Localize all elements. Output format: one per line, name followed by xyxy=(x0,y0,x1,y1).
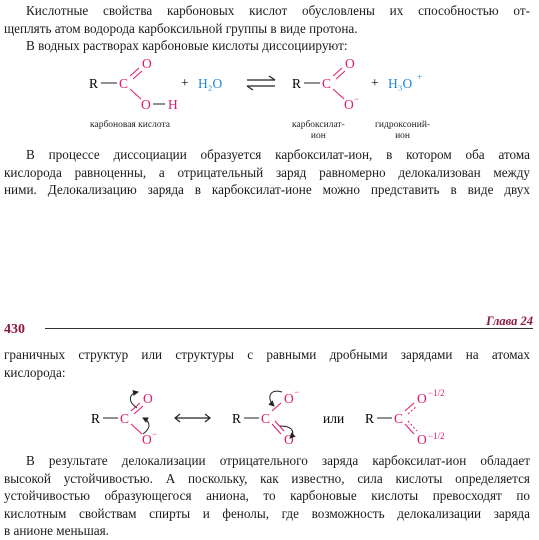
resonance-hybrid xyxy=(365,388,445,447)
continuation-paragraph xyxy=(4,346,530,381)
text-line: кислорода равноценны, а отрицательный заряд равномерно делокализован между xyxy=(4,164,530,180)
o-atom: O xyxy=(142,56,152,71)
r-atom: R xyxy=(91,411,101,426)
caption-line: ион xyxy=(395,131,410,141)
intro-paragraph xyxy=(4,2,530,55)
text-line: В водных растворах карбоновые кислоты диссоциируют: xyxy=(26,38,348,53)
o-atom: O xyxy=(284,432,294,447)
hydronium-formula: H₃O xyxy=(388,76,413,91)
r-atom: R xyxy=(232,411,242,426)
text-line: кислотным свойствам спирты и фенолы, где возможность делокализации заряда xyxy=(4,505,530,521)
caption-line: гидроксоний- xyxy=(375,120,431,130)
c-atom: C xyxy=(394,411,404,426)
half-charge: −1/2 xyxy=(428,431,445,441)
c-atom: C xyxy=(119,76,129,91)
resonance-structures xyxy=(0,382,539,452)
page-number: 430 xyxy=(4,322,25,337)
o-atom: O xyxy=(284,391,294,406)
h-atom: H xyxy=(168,97,178,112)
or-label: или xyxy=(323,411,345,426)
text-line: В процессе диссоциации образуется карбоксилат-ион, в котором оба атома xyxy=(26,147,530,162)
o-atom: O xyxy=(141,97,151,112)
c-atom: C xyxy=(261,411,271,426)
conclusion-paragraph xyxy=(4,452,530,540)
r-atom: R xyxy=(365,411,375,426)
resonance-structure-2 xyxy=(232,387,299,447)
dissociation-paragraph xyxy=(4,146,530,199)
half-charge: −1/2 xyxy=(428,388,445,398)
caption-hydronium xyxy=(375,120,430,142)
resonance-arrow-icon xyxy=(175,414,210,422)
water-formula: H₂O xyxy=(198,76,223,91)
o-atom: O xyxy=(417,432,427,447)
c-atom: C xyxy=(120,411,130,426)
text-line: в анионе меньшая. xyxy=(4,523,109,538)
minus-charge: − xyxy=(354,94,360,104)
text-line: щеплять атом водорода карбоксильной группы в виде протона. xyxy=(4,20,358,36)
minus-charge: − xyxy=(152,429,158,439)
text-line: высокой устойчивостью. А поскольку, как известно, сила кислоты определяется xyxy=(4,470,530,486)
resonance-structure-1 xyxy=(91,391,157,447)
text-line: В результате делокализации отрицательного заряда карбоксилат-ион обладает xyxy=(26,453,530,468)
text-line: устойчивостью образующегося аниона, то карбоновые кислоты превосходят по xyxy=(4,488,530,503)
plus-sign: + xyxy=(181,75,189,90)
text-line: граничных структур или структуры с равными дробными зарядами на атомах xyxy=(4,347,530,362)
o-atom: O xyxy=(417,391,427,406)
equilibrium-arrow-icon xyxy=(247,76,275,90)
r-atom: R xyxy=(292,76,302,91)
caption-carboxylate xyxy=(292,120,345,142)
chapter-title: Глава 24 xyxy=(486,314,533,328)
o-atom: O xyxy=(344,97,354,112)
caption-line: ион xyxy=(310,131,326,141)
dissociation-equation xyxy=(0,56,539,156)
o-atom: O xyxy=(142,432,152,447)
plus-charge: + xyxy=(417,72,423,82)
r-atom: R xyxy=(89,76,99,91)
caption-line: карбоксилат- xyxy=(292,120,345,130)
text-line: Кислотные свойства карбоновых кислот обусловлены их способностью от- xyxy=(26,3,530,18)
text-line: кислорода: xyxy=(4,364,66,380)
text-line: ними. Делокализацию заряда в карбоксилат-ионе можно представить в виде двух xyxy=(4,182,530,197)
header-rule xyxy=(45,328,533,329)
plus-sign: + xyxy=(371,75,379,90)
caption-acid: карбоновая кислота xyxy=(90,120,170,130)
o-atom: O xyxy=(143,391,153,406)
o-atom: O xyxy=(345,56,355,71)
minus-charge: − xyxy=(294,387,300,397)
c-atom: C xyxy=(322,76,332,91)
